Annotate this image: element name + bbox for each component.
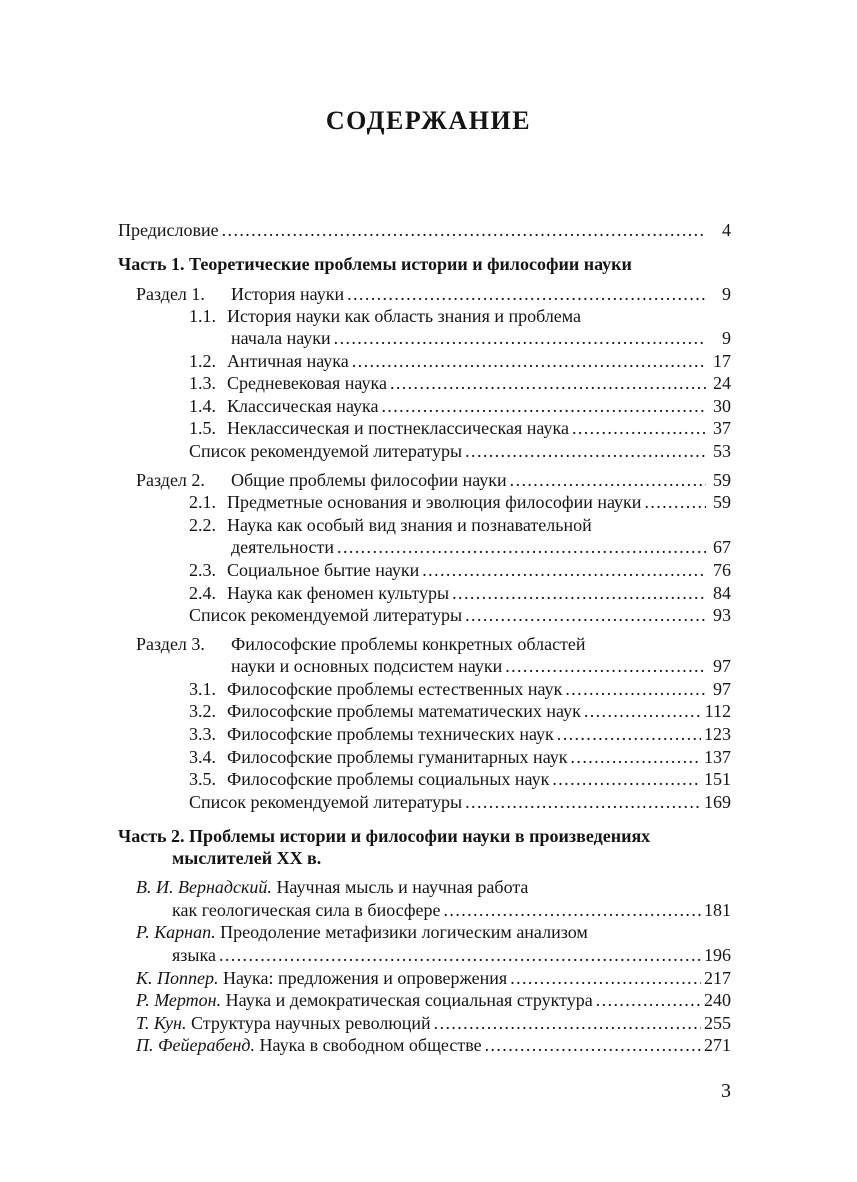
toc-entry-section3-literature[interactable] (189, 790, 731, 814)
entry-page: 137 (704, 747, 731, 767)
entry-title: Философские проблемы естественных наук (227, 679, 563, 699)
section3-entry-cont[interactable] (231, 654, 731, 678)
entry-page: 24 (713, 373, 731, 393)
entry-page: 17 (713, 351, 731, 371)
entry-page: 196 (704, 945, 731, 965)
entry-title-cont: начала науки (231, 328, 331, 348)
entry-number: 3.2. (189, 701, 216, 721)
entry-title: Античная наука (227, 351, 349, 371)
toc-entry-section1-literature[interactable] (189, 439, 731, 463)
entry-number: 1.3. (189, 373, 216, 393)
leader-dots (334, 326, 706, 350)
work-title: Наука и демократическая социальная структура (225, 990, 593, 1010)
entry-page: 53 (713, 441, 731, 461)
work-author: Р. Мертон. (136, 990, 222, 1010)
work-title: Наука: предложения и опровержения (222, 968, 508, 988)
entry-page: 151 (704, 769, 731, 789)
section-label: Раздел 2. (136, 470, 205, 490)
toc-entry-2-2[interactable] (189, 513, 731, 537)
entry-page: 97 (713, 679, 731, 699)
work-author: П. Фейерабенд. (136, 1035, 256, 1055)
toc-entry-2-2-cont[interactable] (231, 535, 731, 559)
part2-title[interactable]: Часть 2. Проблемы истории и философии науки в произведениях (118, 826, 651, 846)
leader-dots (222, 218, 706, 242)
entry-title: Список рекомендуемой литературы (189, 441, 463, 461)
entry-title: Философские проблемы конкретных областей (231, 634, 586, 654)
entry-title: История науки как область знания и проблема (227, 306, 582, 326)
work-title-cont: как геологическая сила в биосфере (172, 900, 441, 920)
leader-dots (422, 558, 706, 582)
entry-page: 217 (704, 968, 731, 988)
toc-entry-1-1-cont[interactable] (231, 326, 731, 350)
entry-page: 93 (713, 605, 731, 625)
toc-work-popper[interactable] (136, 966, 731, 990)
toc-entry-2-1[interactable] (189, 490, 731, 514)
entry-page: 255 (704, 1013, 731, 1033)
page-number: 3 (721, 1080, 731, 1102)
entry-page: 67 (713, 537, 731, 557)
toc-entry-1-2[interactable] (189, 349, 731, 373)
leader-dots (390, 371, 706, 395)
work-title: Наука в свободном обществе (259, 1035, 482, 1055)
leader-dots (465, 439, 706, 463)
entry-number: 3.1. (189, 679, 216, 699)
entry-page: 271 (704, 1035, 731, 1055)
entry-number: 1.1. (189, 306, 216, 326)
toc-work-vernadsky-cont[interactable] (172, 898, 731, 922)
entry-page: 30 (713, 396, 731, 416)
work-author: Т. Кун. (136, 1013, 187, 1033)
entry-page: 181 (704, 900, 731, 920)
toc-work-feyerabend[interactable] (136, 1033, 731, 1057)
entry-number: 2.2. (189, 515, 216, 535)
toc-work-kuhn[interactable] (136, 1011, 731, 1035)
work-title: Научная мысль и научная работа (276, 877, 529, 897)
entry-title: Предметные основания и эволюция философии науки (227, 492, 642, 512)
entry-page: 123 (704, 724, 731, 744)
leader-dots (565, 677, 706, 701)
entry-title: Неклассическая и постнеклассическая наука (227, 418, 569, 438)
toc-entry-3-2[interactable] (189, 699, 731, 723)
toc-heading: СОДЕРЖАНИЕ (325, 106, 532, 135)
leader-dots (219, 943, 701, 967)
leader-dots (434, 1011, 701, 1035)
entry-title: Общие проблемы философии науки (231, 470, 507, 490)
entry-title-cont: науки и основных подсистем науки (231, 656, 503, 676)
entry-title: Философские проблемы гуманитарных наук (227, 747, 568, 767)
leader-dots (452, 581, 706, 605)
toc-entry-3-1[interactable] (189, 677, 731, 701)
entry-title: История науки (231, 284, 345, 304)
entry-title: Наука как феномен культуры (227, 583, 450, 603)
section2-entry[interactable] (136, 468, 731, 492)
entry-page: 9 (722, 284, 731, 304)
leader-dots (505, 654, 706, 678)
entry-page: 59 (713, 470, 731, 490)
leader-dots (352, 349, 706, 373)
leader-dots (510, 468, 706, 492)
entry-number: 3.4. (189, 747, 216, 767)
leader-dots (572, 416, 706, 440)
toc-entry-section2-literature[interactable] (189, 603, 731, 627)
toc-entry-1-3[interactable] (189, 371, 731, 395)
toc-entry-2-3[interactable] (189, 558, 731, 582)
toc-entry-preface[interactable] (118, 218, 731, 242)
toc-work-carnap-cont[interactable] (172, 943, 731, 967)
toc-entry-1-4[interactable] (189, 394, 731, 418)
work-author: В. И. Вернадский. (136, 877, 272, 897)
section-label: Раздел 1. (136, 284, 205, 304)
work-title: Структура научных революций (190, 1013, 431, 1033)
entry-title: Средневековая наука (227, 373, 387, 393)
entry-page: 37 (713, 418, 731, 438)
leader-dots (465, 603, 706, 627)
leader-dots (347, 282, 706, 306)
leader-dots (584, 699, 702, 723)
leader-dots (444, 898, 701, 922)
entry-page: 9 (722, 328, 731, 348)
entry-title: Список рекомендуемой литературы (189, 605, 463, 625)
entry-page: 84 (713, 583, 731, 603)
leader-dots (465, 790, 701, 814)
entry-title: Социальное бытие науки (227, 560, 420, 580)
entry-number: 1.4. (189, 396, 216, 416)
work-author: Р. Карнап. (136, 922, 216, 942)
leader-dots (596, 988, 701, 1012)
leader-dots (485, 1033, 701, 1057)
entry-title: Философские проблемы технических наук (227, 724, 554, 744)
toc-entry-3-3[interactable] (189, 722, 731, 746)
entry-number: 1.5. (189, 418, 216, 438)
leader-dots (571, 745, 701, 769)
leader-dots (510, 966, 701, 990)
toc-entry-3-5[interactable] (189, 767, 731, 791)
entry-title-cont: деятельности (231, 537, 335, 557)
entry-title: Наука как особый вид знания и познавательной (227, 515, 592, 535)
entry-page: 97 (713, 656, 731, 676)
section1-entry[interactable] (136, 282, 731, 306)
entry-page: 240 (704, 990, 731, 1010)
toc-work-merton[interactable] (136, 988, 731, 1012)
entry-title: Предисловие (118, 220, 219, 240)
entry-number: 2.1. (189, 492, 216, 512)
entry-number: 2.3. (189, 560, 216, 580)
entry-page: 76 (713, 560, 731, 580)
part1-title[interactable]: Часть 1. Теоретические проблемы истории и философии науки (118, 254, 632, 274)
leader-dots (552, 767, 701, 791)
entry-page: 59 (713, 492, 731, 512)
work-title-cont: языка (172, 945, 216, 965)
leader-dots (381, 394, 706, 418)
entry-page: 4 (722, 220, 731, 240)
toc-entry-3-4[interactable] (189, 745, 731, 769)
toc-entry-1-5[interactable] (189, 416, 731, 440)
entry-title: Философские проблемы математических наук (227, 701, 581, 721)
leader-dots (644, 490, 706, 514)
leader-dots (337, 535, 706, 559)
work-title: Преодоление метафизики логическим анализом (220, 922, 588, 942)
entry-number: 2.4. (189, 583, 216, 603)
work-author: К. Поппер. (136, 968, 219, 988)
toc-entry-1-1[interactable] (189, 304, 731, 328)
entry-number: 3.5. (189, 769, 216, 789)
toc-work-carnap[interactable] (136, 920, 731, 944)
section-label: Раздел 3. (136, 634, 205, 654)
section3-entry[interactable] (136, 632, 731, 656)
entry-title: Классическая наука (227, 396, 379, 416)
entry-number: 1.2. (189, 351, 216, 371)
entry-page: 112 (704, 701, 731, 721)
toc-work-vernadsky[interactable] (136, 875, 731, 899)
toc-entry-2-4[interactable] (189, 581, 731, 605)
part2-title-cont[interactable]: мыслителей XX в. (172, 848, 322, 868)
entry-title: Философские проблемы социальных наук (227, 769, 550, 789)
entry-title: Список рекомендуемой литературы (189, 792, 463, 812)
entry-page: 169 (704, 792, 731, 812)
entry-number: 3.3. (189, 724, 216, 744)
leader-dots (557, 722, 701, 746)
